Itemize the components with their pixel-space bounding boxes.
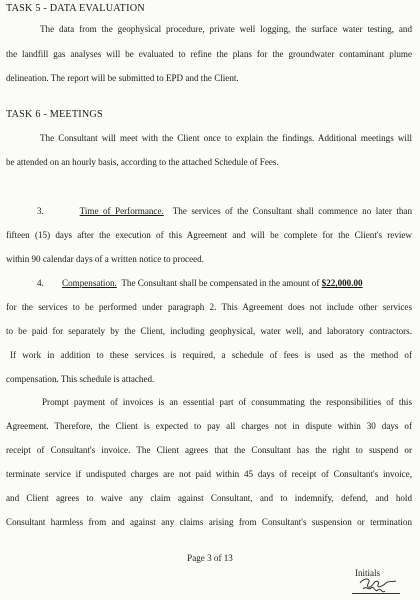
section4-line-2: for the services to be performed under paragraph 2. This Agreement does not include other services <box>6 302 412 312</box>
page-number: Page 3 of 13 <box>187 553 233 563</box>
task5-line-1: The data from the geophysical procedure, private well logging, the surface water testing, and <box>40 24 412 34</box>
section4-number: 4. <box>37 278 44 288</box>
section3-number: 3. <box>37 206 44 216</box>
task5-heading: TASK 5 - DATA EVALUATION <box>6 3 145 14</box>
section3-line-1 <box>6 206 412 217</box>
compensation-amount: $22,000.00 <box>321 278 363 288</box>
section4-title: Compensation. <box>62 278 117 288</box>
initials-label: Initials <box>355 568 380 578</box>
initials-line <box>352 593 400 594</box>
section4-line-5: compensation. This schedule is attached. <box>6 374 155 384</box>
task5-line-2: the landfill gas analyses will be evaluated to refine the plans for the groundwater contaminant plume <box>6 49 412 59</box>
payment-line-2: Agreement. Therefore, the Client is expected to pay all charges not in dispute within 30 days of <box>6 421 412 431</box>
task6-heading: TASK 6 - MEETINGS <box>6 109 103 120</box>
task6-line-1: The Consultant will meet with the Client once to explain the findings. Additional meetings will <box>40 133 412 143</box>
payment-line-4: terminate service if undisputed charges are not paid within 45 days of receipt of Consultant's invoice, <box>6 469 412 479</box>
payment-line-5: and Client agrees to waive any claim against Consultant, and to indemnify, defend, and hold <box>6 493 412 503</box>
payment-line-1: Prompt payment of invoices is an essential part of consummating the responsibilities of this <box>42 397 412 407</box>
task6-line-2: be attended on an hourly basis, according to the attached Schedule of Fees. <box>6 157 279 167</box>
section3-line-3: within 90 calendar days of a written notice to proceed. <box>6 254 204 264</box>
section3-line1-rest: The services of the Consultant shall commence no later than <box>172 206 412 216</box>
section4-line-4: If work in addition to these services is required, a schedule of fees is used as the method of <box>10 350 412 360</box>
section4-line1-rest: The Consultant shall be compensated in the amount of <box>121 278 320 288</box>
section3-line-2: fifteen (15) days after the execution of this Agreement and will be complete for the Client's review <box>6 230 412 240</box>
payment-line-3: receipt of Consultant's invoice. The Client agrees that the Consultant has the right to suspend or <box>6 445 412 455</box>
task5-line-3: delineation. The report will be submitted to EPD and the Client. <box>6 73 239 83</box>
payment-line-6: Consultant harmless from and against any claims arising from Consultant's suspension or termination <box>6 517 412 527</box>
section4-line-1 <box>6 278 412 289</box>
section3-title: Time of Performance. <box>79 206 164 216</box>
section4-line-3: to be paid for separately by the Client, including geophysical, water well, and laboratory contractors. <box>6 326 412 336</box>
